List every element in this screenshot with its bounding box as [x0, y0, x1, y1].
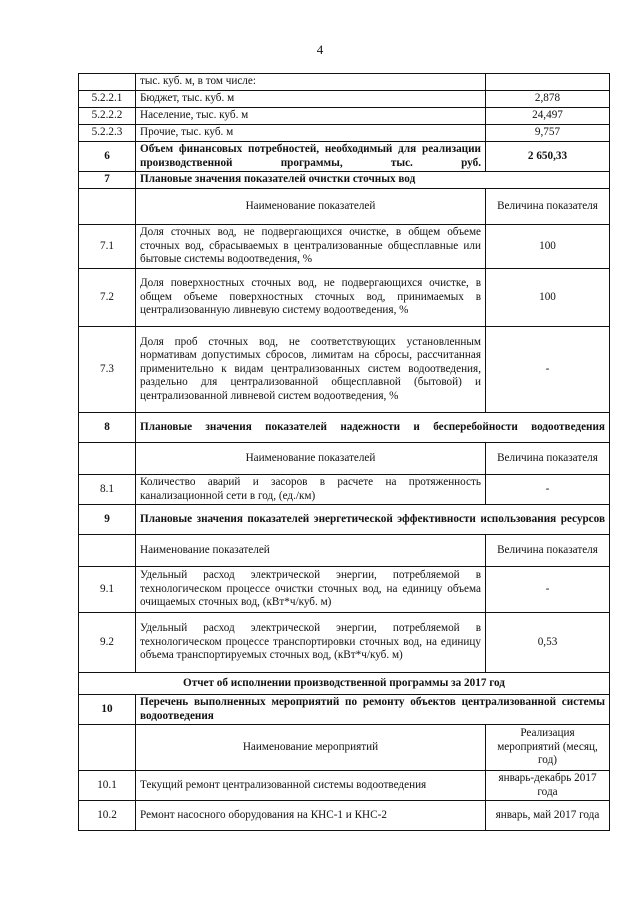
- column-header-name: Наименование показателей: [136, 443, 486, 475]
- row-description: Объем финансовых потребностей, необходимый для реализации производственной программы, тыс. руб.: [136, 142, 486, 172]
- table-row: [79, 269, 610, 327]
- table-row: [79, 801, 610, 831]
- row-number: 10.1: [79, 771, 136, 801]
- row-value: -: [486, 567, 610, 613]
- row-number: 5.2.2.1: [79, 91, 136, 108]
- section-number: 7: [79, 172, 136, 189]
- table-row: [79, 74, 610, 91]
- table-row: [79, 142, 610, 172]
- section-header-row: [79, 505, 610, 535]
- row-description: Количество аварий и засоров в расчете на протяженность канализационной сети в год, (ед./км): [136, 475, 486, 505]
- report-title: Отчет об исполнении производственной программы за 2017 год: [79, 673, 610, 695]
- section-title: Плановые значения показателей надежности и бесперебойности водоотведения: [136, 413, 610, 443]
- column-header-value: Величина показателя: [486, 535, 610, 567]
- section-number: 8: [79, 413, 136, 443]
- row-value: январь, май 2017 года: [486, 801, 610, 831]
- row-description: Удельный расход электрической энергии, потребляемой в технологическом процессе очистки сточных вод, на единицу объема очищаемых сточных вод, (кВт*ч/куб. м): [136, 567, 486, 613]
- column-header-name: Наименование мероприятий: [136, 725, 486, 771]
- report-title-row: [79, 673, 610, 695]
- row-number: 10.2: [79, 801, 136, 831]
- section-title: Плановые значения показателей очистки сточных вод: [136, 172, 610, 189]
- program-table: [78, 73, 610, 831]
- row-description: Ремонт насосного оборудования на КНС-1 и КНС-2: [136, 801, 486, 831]
- section-title: Плановые значения показателей энергетической эффективности использования ресурсов: [136, 505, 610, 535]
- table-row: [79, 567, 610, 613]
- row-value: 100: [486, 269, 610, 327]
- column-header-value: Величина показателя: [486, 443, 610, 475]
- row-description: тыс. куб. м, в том числе:: [136, 74, 486, 91]
- section-number: 9: [79, 505, 136, 535]
- row-number: 6: [79, 142, 136, 172]
- table-row: [79, 613, 610, 673]
- section-header-row: [79, 695, 610, 725]
- section-title: Перечень выполненных мероприятий по ремонту объектов централизованной системы водоотведения: [136, 695, 610, 725]
- row-description: Удельный расход электрической энергии, потребляемой в технологическом процессе транспортировки сточных вод, на единицу объема транспортируемых сточных вод, (кВт*ч/куб. м): [136, 613, 486, 673]
- row-value: -: [486, 475, 610, 505]
- section-number: 10: [79, 695, 136, 725]
- row-value: январь-декабрь 2017 года: [486, 771, 610, 801]
- table-row: [79, 475, 610, 505]
- row-number: 5.2.2.3: [79, 125, 136, 142]
- row-description: Прочие, тыс. куб. м: [136, 125, 486, 142]
- section-header-row: [79, 172, 610, 189]
- table-row: [79, 327, 610, 413]
- row-number: 9.1: [79, 567, 136, 613]
- column-header-row: [79, 535, 610, 567]
- table-row: [79, 91, 610, 108]
- row-description: Население, тыс. куб. м: [136, 108, 486, 125]
- row-description: Доля поверхностных сточных вод, не подвергающихся очистке, в общем объеме поверхностных сточных вод, принимаемых в централизованную ливневую систему водоотведения, %: [136, 269, 486, 327]
- page-number: 4: [316, 42, 324, 57]
- column-header-name: Наименование показателей: [136, 189, 486, 225]
- column-header-row: [79, 189, 610, 225]
- row-number: 7.1: [79, 225, 136, 269]
- row-value: -: [486, 327, 610, 413]
- row-number: 5.2.2.2: [79, 108, 136, 125]
- table-row: [79, 125, 610, 142]
- column-header-row: [79, 443, 610, 475]
- row-number: 7.3: [79, 327, 136, 413]
- row-value: 9,757: [486, 125, 610, 142]
- table-row: [79, 108, 610, 125]
- row-value: 2 650,33: [486, 142, 610, 172]
- column-header-value: Величина показателя: [486, 189, 610, 225]
- row-description: Доля сточных вод, не подвергающихся очистке, в общем объеме сточных вод, сбрасываемых в централизованные общесплавные или бытовые системы водоотведения, %: [136, 225, 486, 269]
- row-value: 2,878: [486, 91, 610, 108]
- row-number: 7.2: [79, 269, 136, 327]
- row-value: 100: [486, 225, 610, 269]
- row-description: Текущий ремонт централизованной системы водоотведения: [136, 771, 486, 801]
- row-number: 8.1: [79, 475, 136, 505]
- column-header-value: Реализация мероприятий (месяц, год): [486, 725, 610, 771]
- table-row: [79, 225, 610, 269]
- row-description: Доля проб сточных вод, не соответствующих установленным нормативам допустимых сбросов, лимитам на сбросы, рассчитанная применительно к видам централизованных систем водоотведения, раздельно для централизованной общесплавной (бытовой) и централизованной ливневой систем водоотведения, %: [136, 327, 486, 413]
- section-header-row: [79, 413, 610, 443]
- column-header-name: Наименование показателей: [136, 535, 486, 567]
- row-number: 9.2: [79, 613, 136, 673]
- column-header-row: [79, 725, 610, 771]
- row-value: 0,53: [486, 613, 610, 673]
- row-value: 24,497: [486, 108, 610, 125]
- table-row: [79, 771, 610, 801]
- row-description: Бюджет, тыс. куб. м: [136, 91, 486, 108]
